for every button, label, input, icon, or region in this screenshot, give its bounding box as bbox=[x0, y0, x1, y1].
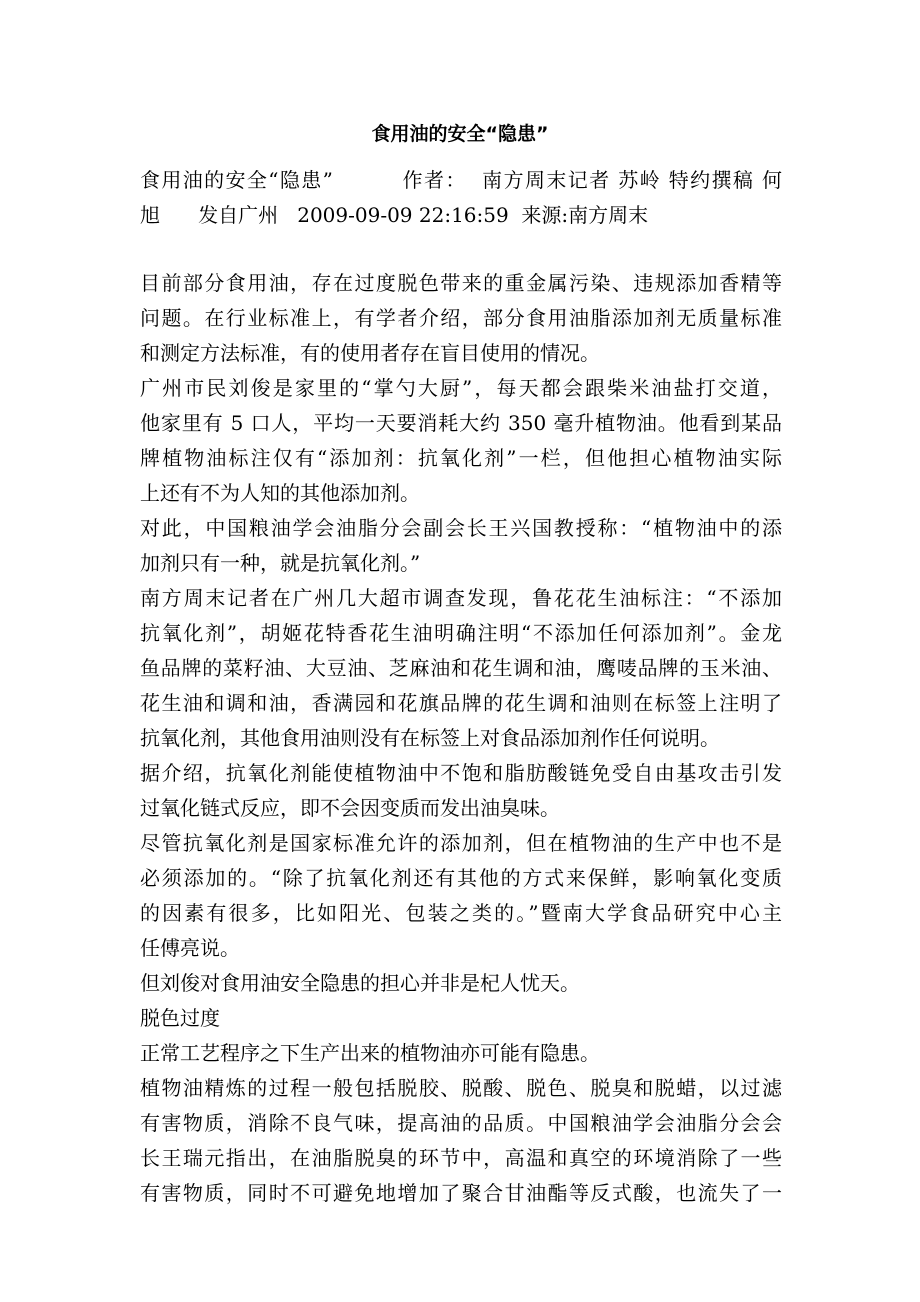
paragraph-line: 南方周末记者在广州几大超市调查发现，鲁花花生油标注：“不添加 bbox=[140, 586, 782, 610]
paragraph-line: 问题。在行业标准上，有学者介绍，部分食用油脂添加剂无质量标准 bbox=[140, 306, 782, 330]
paragraph-line: 有害物质，消除不良气味，提高油的品质。中国粮油学会油脂分会会 bbox=[140, 1111, 782, 1135]
paragraph-line: 尽管抗氧化剂是国家标准允许的添加剂，但在植物油的生产中也不是 bbox=[140, 831, 782, 855]
paragraph-line: 的因素有很多，比如阳光、包装之类的。”暨南大学食品研究中心主 bbox=[140, 901, 782, 925]
paragraph-line: 任傅亮说。 bbox=[140, 936, 240, 960]
byline-block bbox=[140, 163, 782, 233]
byline-line-1: 食用油的安全“隐患” 作者： 南方周末记者 苏岭 特约撰稿 何 bbox=[140, 168, 782, 192]
paragraph-line: 目前部分食用油，存在过度脱色带来的重金属污染、违规添加香精等 bbox=[140, 271, 782, 295]
paragraph-line: 抗氧化剂，其他食用油则没有在标签上对食品添加剂作任何说明。 bbox=[140, 726, 720, 750]
document-title: 食用油的安全“隐患” bbox=[371, 123, 549, 145]
paragraph-line: 他家里有 5 口人，平均一天要消耗大约 350 毫升植物油。他看到某品 bbox=[140, 411, 782, 435]
paragraph-line: 植物油精炼的过程一般包括脱胶、脱酸、脱色、脱臭和脱蜡，以过滤 bbox=[140, 1076, 782, 1100]
paragraph-line: 牌植物油标注仅有“添加剂：抗氧化剂”一栏，但他担心植物油实际 bbox=[140, 446, 782, 470]
article-body bbox=[140, 266, 782, 1211]
paragraph-line: 对此，中国粮油学会油脂分会副会长王兴国教授称：“植物油中的添 bbox=[140, 516, 782, 540]
paragraph-line: 过氧化链式反应，即不会因变质而发出油臭味。 bbox=[140, 796, 560, 820]
paragraph-line: 但刘俊对食用油安全隐患的担心并非是杞人忧天。 bbox=[140, 971, 580, 995]
paragraph-line: 花生油和调和油，香满园和花旗品牌的花生调和油则在标签上注明了 bbox=[140, 691, 782, 715]
paragraph-line: 鱼品牌的菜籽油、大豆油、芝麻油和花生调和油，鹰唛品牌的玉米油、 bbox=[140, 656, 782, 680]
byline-line-2: 旭 发自广州 2009-09-09 22:16:59 来源:南方周末 bbox=[140, 203, 649, 227]
paragraph-line: 有害物质，同时不可避免地增加了聚合甘油酯等反式酸，也流失了一 bbox=[140, 1181, 782, 1205]
paragraph-line: 抗氧化剂”，胡姬花特香花生油明确注明“不添加任何添加剂”。金龙 bbox=[140, 621, 782, 645]
paragraph-line: 上还有不为人知的其他添加剂。 bbox=[140, 481, 420, 505]
paragraph-line: 正常工艺程序之下生产出来的植物油亦可能有隐患。 bbox=[140, 1041, 600, 1065]
paragraph-line: 必须添加的。“除了抗氧化剂还有其他的方式来保鲜，影响氧化变质 bbox=[140, 866, 782, 890]
section-heading: 脱色过度 bbox=[140, 1006, 220, 1030]
paragraph-line: 广州市民刘俊是家里的“掌勺大厨”，每天都会跟柴米油盐打交道， bbox=[140, 376, 782, 400]
paragraph-line: 和测定方法标准，有的使用者存在盲目使用的情况。 bbox=[140, 341, 600, 365]
paragraph-line: 据介绍，抗氧化剂能使植物油中不饱和脂肪酸链免受自由基攻击引发 bbox=[140, 761, 782, 785]
paragraph-line: 长王瑞元指出，在油脂脱臭的环节中，高温和真空的环境消除了一些 bbox=[140, 1146, 782, 1170]
paragraph-line: 加剂只有一种，就是抗氧化剂。” bbox=[140, 551, 421, 575]
